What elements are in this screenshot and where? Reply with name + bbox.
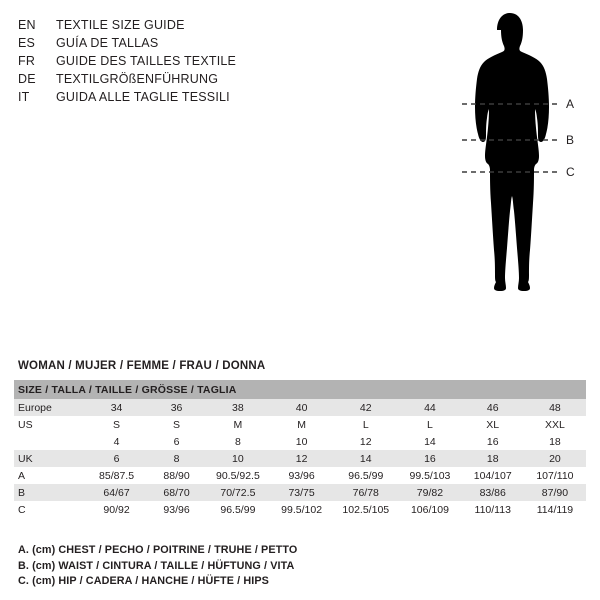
table-cell: 8 bbox=[147, 450, 206, 467]
table-cell: 85/87.5 bbox=[86, 467, 147, 484]
table-cell: M bbox=[206, 416, 270, 433]
table-cell: 102.5/105 bbox=[333, 501, 398, 518]
table-cell: 93/96 bbox=[270, 467, 333, 484]
table-cell: 99.5/103 bbox=[398, 467, 461, 484]
table-cell: 18 bbox=[462, 450, 524, 467]
table-cell: 114/119 bbox=[524, 501, 586, 518]
table-header-row bbox=[14, 380, 586, 399]
table-cell: 14 bbox=[398, 433, 461, 450]
table-cell: 99.5/102 bbox=[270, 501, 333, 518]
table-cell: 110/113 bbox=[462, 501, 524, 518]
table-cell: 6 bbox=[86, 450, 147, 467]
row-label: US bbox=[14, 416, 86, 433]
table-cell: 38 bbox=[206, 399, 270, 416]
table-cell: 90.5/92.5 bbox=[206, 467, 270, 484]
language-text-en: TEXTILE SIZE GUIDE bbox=[56, 18, 185, 32]
table-cell: 42 bbox=[333, 399, 398, 416]
language-code-it: IT bbox=[18, 90, 30, 104]
table-cell: 8 bbox=[206, 433, 270, 450]
guide-label-a: A bbox=[566, 97, 575, 111]
row-label: C bbox=[14, 501, 86, 518]
table-cell: 44 bbox=[398, 399, 461, 416]
language-code-de: DE bbox=[18, 72, 36, 86]
table-cell: 96.5/99 bbox=[333, 467, 398, 484]
table-header-label: SIZE / TALLA / TAILLE / GRÖSSE / TAGLIA bbox=[14, 380, 586, 399]
table-caption: WOMAN / MUJER / FEMME / FRAU / DONNA bbox=[18, 360, 266, 372]
table-cell: 10 bbox=[206, 450, 270, 467]
guide-label-c: C bbox=[566, 165, 575, 179]
table-cell: 96.5/99 bbox=[206, 501, 270, 518]
row-label bbox=[14, 433, 86, 450]
table-cell: 73/75 bbox=[270, 484, 333, 501]
table-row bbox=[14, 484, 586, 501]
language-row-it bbox=[18, 88, 318, 106]
table-cell: XL bbox=[462, 416, 524, 433]
table-cell: 76/78 bbox=[333, 484, 398, 501]
table-cell: 46 bbox=[462, 399, 524, 416]
row-label: Europe bbox=[14, 399, 86, 416]
table-cell: 40 bbox=[270, 399, 333, 416]
guide-label-b: B bbox=[566, 133, 575, 147]
woman-silhouette-icon bbox=[430, 6, 590, 376]
row-label: B bbox=[14, 484, 86, 501]
language-header-block bbox=[18, 16, 318, 106]
table-cell: 16 bbox=[462, 433, 524, 450]
table-cell: 68/70 bbox=[147, 484, 206, 501]
table-cell: L bbox=[333, 416, 398, 433]
language-row-es bbox=[18, 34, 318, 52]
language-text-de: TEXTILGRÖßENFÜHRUNG bbox=[56, 72, 219, 86]
note-chest: A. (cm) CHEST / PECHO / POITRINE / TRUHE / PETTO bbox=[18, 544, 298, 556]
table-row bbox=[14, 501, 586, 518]
table-cell: S bbox=[147, 416, 206, 433]
table-cell: 48 bbox=[524, 399, 586, 416]
note-waist: B. (cm) WAIST / CINTURA / TAILLE / HÜFTUNG / VITA bbox=[18, 559, 295, 572]
table-cell: 14 bbox=[333, 450, 398, 467]
table-cell: 36 bbox=[147, 399, 206, 416]
measurement-figure bbox=[430, 6, 590, 376]
table-cell: 12 bbox=[270, 450, 333, 467]
table-cell: 93/96 bbox=[147, 501, 206, 518]
language-text-fr: GUIDE DES TAILLES TEXTILE bbox=[56, 54, 237, 68]
table-cell: 64/67 bbox=[86, 484, 147, 501]
language-row-en bbox=[18, 16, 318, 34]
table-cell: 88/90 bbox=[147, 467, 206, 484]
table-cell: L bbox=[398, 416, 461, 433]
table-cell: 106/109 bbox=[398, 501, 461, 518]
table-cell: S bbox=[86, 416, 147, 433]
table-row bbox=[14, 399, 586, 416]
row-label: A bbox=[14, 467, 86, 484]
table-cell: 87/90 bbox=[524, 484, 586, 501]
table-cell: 10 bbox=[270, 433, 333, 450]
table-cell: 107/110 bbox=[524, 467, 586, 484]
size-table-wrapper bbox=[14, 380, 586, 518]
table-cell: XXL bbox=[524, 416, 586, 433]
table-cell: M bbox=[270, 416, 333, 433]
size-table bbox=[14, 380, 586, 518]
table-row bbox=[14, 416, 586, 433]
language-text-es: GUÍA DE TALLAS bbox=[56, 36, 159, 50]
table-cell: 16 bbox=[398, 450, 461, 467]
language-code-es: ES bbox=[18, 36, 36, 50]
note-hip: C. (cm) HIP / CADERA / HANCHE / HÜFTE / HIPS bbox=[18, 575, 269, 587]
table-cell: 20 bbox=[524, 450, 586, 467]
table-cell: 90/92 bbox=[86, 501, 147, 518]
table-cell: 6 bbox=[147, 433, 206, 450]
measurement-notes bbox=[18, 543, 578, 590]
table-row bbox=[14, 467, 586, 484]
language-row-de bbox=[18, 70, 318, 88]
table-cell: 70/72.5 bbox=[206, 484, 270, 501]
row-label: UK bbox=[14, 450, 86, 467]
table-row bbox=[14, 450, 586, 467]
table-row bbox=[14, 433, 586, 450]
table-cell: 18 bbox=[524, 433, 586, 450]
table-cell: 104/107 bbox=[462, 467, 524, 484]
table-cell: 4 bbox=[86, 433, 147, 450]
table-cell: 12 bbox=[333, 433, 398, 450]
language-code-en: EN bbox=[18, 18, 36, 32]
language-code-fr: FR bbox=[18, 54, 36, 68]
language-row-fr bbox=[18, 52, 318, 70]
table-cell: 34 bbox=[86, 399, 147, 416]
table-cell: 79/82 bbox=[398, 484, 461, 501]
language-text-it: GUIDA ALLE TAGLIE TESSILI bbox=[56, 90, 230, 104]
table-cell: 83/86 bbox=[462, 484, 524, 501]
